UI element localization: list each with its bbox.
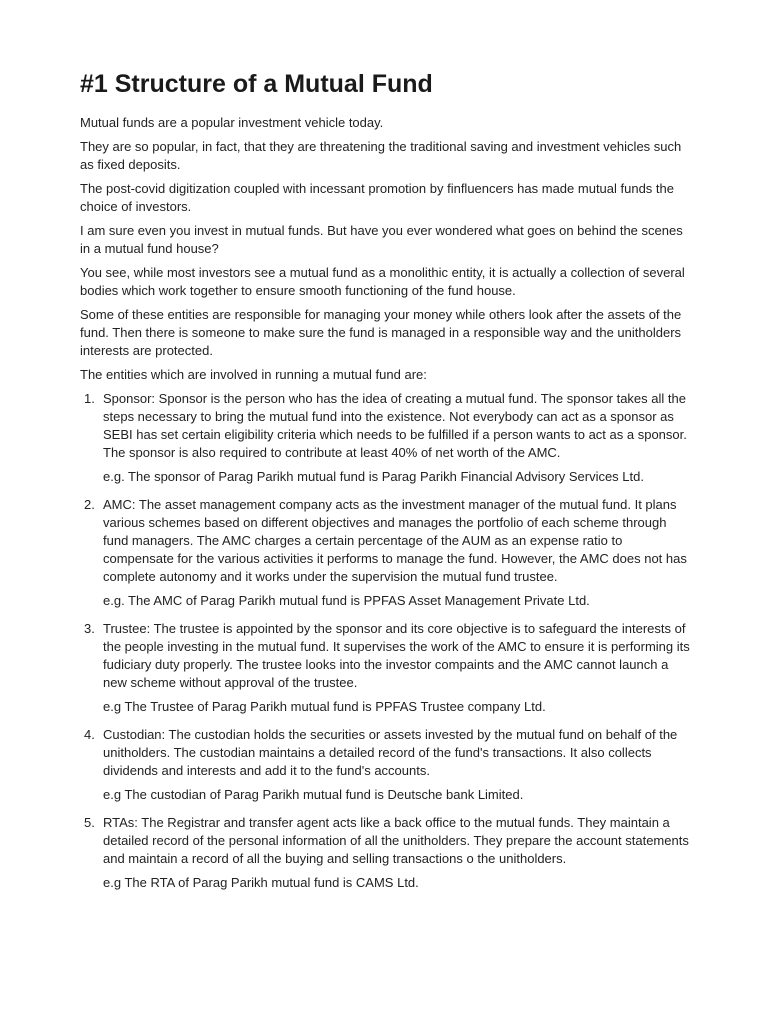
list-item-sponsor: [80, 390, 690, 486]
list-number: 5.: [84, 815, 95, 830]
entity-description: Custodian: The custodian holds the securities or assets invested by the mutual fund on behalf of the unitholders. The custodian maintains a detailed record of the fund's transactions. It also collects dividends and interests and add it to the fund's accounts.: [103, 727, 678, 778]
entity-example: e.g The Trustee of Parag Parikh mutual fund is PPFAS Trustee company Ltd.: [103, 699, 546, 714]
intro-paragraph: I am sure even you invest in mutual funds. But have you ever wondered what goes on behind the scenes in a mutual fund house?: [80, 223, 683, 256]
list-number: 2.: [84, 497, 95, 512]
list-number: 1.: [84, 391, 95, 406]
list-intro-paragraph: The entities which are involved in running a mutual fund are:: [80, 367, 427, 382]
entity-example: e.g The RTA of Parag Parikh mutual fund is CAMS Ltd.: [103, 875, 419, 890]
entity-description: RTAs: The Registrar and transfer agent acts like a back office to the mutual funds. They maintain a detailed record of the personal information of all the unitholders. They prepare the account statements and maintain a record of all the buying and selling transactions o the unitholders.: [103, 815, 689, 866]
intro-paragraph: Mutual funds are a popular investment vehicle today.: [80, 115, 384, 130]
entity-description: Trustee: The trustee is appointed by the sponsor and its core objective is to safeguard the interests of the people investing in the mutual fund. It supervises the work of the AMC to ensure it is performing its fudiciary duty properly. The trustee looks into the investor compaints and the AMC cannot launch a new scheme without approval of the trustee.: [103, 621, 690, 690]
list-number: 3.: [84, 621, 95, 636]
intro-paragraph: You see, while most investors see a mutual fund as a monolithic entity, it is actually a collection of several bodies which work together to ensure smooth functioning of the fund house.: [80, 265, 685, 298]
intro-paragraph: They are so popular, in fact, that they are threatening the traditional saving and investment vehicles such as fixed deposits.: [80, 139, 682, 172]
document-title: #1 Structure of a Mutual Fund: [80, 70, 433, 98]
entity-example: e.g. The sponsor of Parag Parikh mutual fund is Parag Parikh Financial Advisory Services Ltd.: [103, 469, 644, 484]
entity-example: e.g The custodian of Parag Parikh mutual fund is Deutsche bank Limited.: [103, 787, 524, 802]
list-item-trustee: [80, 620, 690, 716]
intro-paragraph: The post-covid digitization coupled with incessant promotion by finfluencers has made mutual funds the choice of investors.: [80, 181, 674, 214]
entity-description: AMC: The asset management company acts as the investment manager of the mutual fund. It plans various schemes based on different objectives and manages the portfolio of each scheme through fund managers. The AMC charges a certain percentage of the AUM as an expense ratio to compensate for the various activities it performs to manage the fund. However, the AMC does not has complete autonomy and it works under the supervision the mutual fund trustee.: [103, 497, 687, 584]
list-item-amc: [80, 496, 690, 610]
list-item-custodian: [80, 726, 690, 804]
entities-list: [80, 390, 690, 892]
intro-paragraph: Some of these entities are responsible for managing your money while others look after the assets of the fund. Then there is someone to make sure the fund is managed in a responsible way and the unitholders interests are protected.: [80, 307, 682, 358]
list-item-rta: [80, 814, 690, 892]
document-page: [80, 68, 690, 902]
entity-description: Sponsor: Sponsor is the person who has the idea of creating a mutual fund. The sponsor takes all the steps necessary to bring the mutual fund into the existence. Not everybody can act as a sponsor as SEBI has set certain eligibility criteria which needs to be fulfilled if a person wants to act as a sponsor. The sponsor is also required to contribute at least 40% of net worth of the AMC.: [103, 391, 687, 460]
entity-example: e.g. The AMC of Parag Parikh mutual fund is PPFAS Asset Management Private Ltd.: [103, 593, 590, 608]
list-number: 4.: [84, 727, 95, 742]
